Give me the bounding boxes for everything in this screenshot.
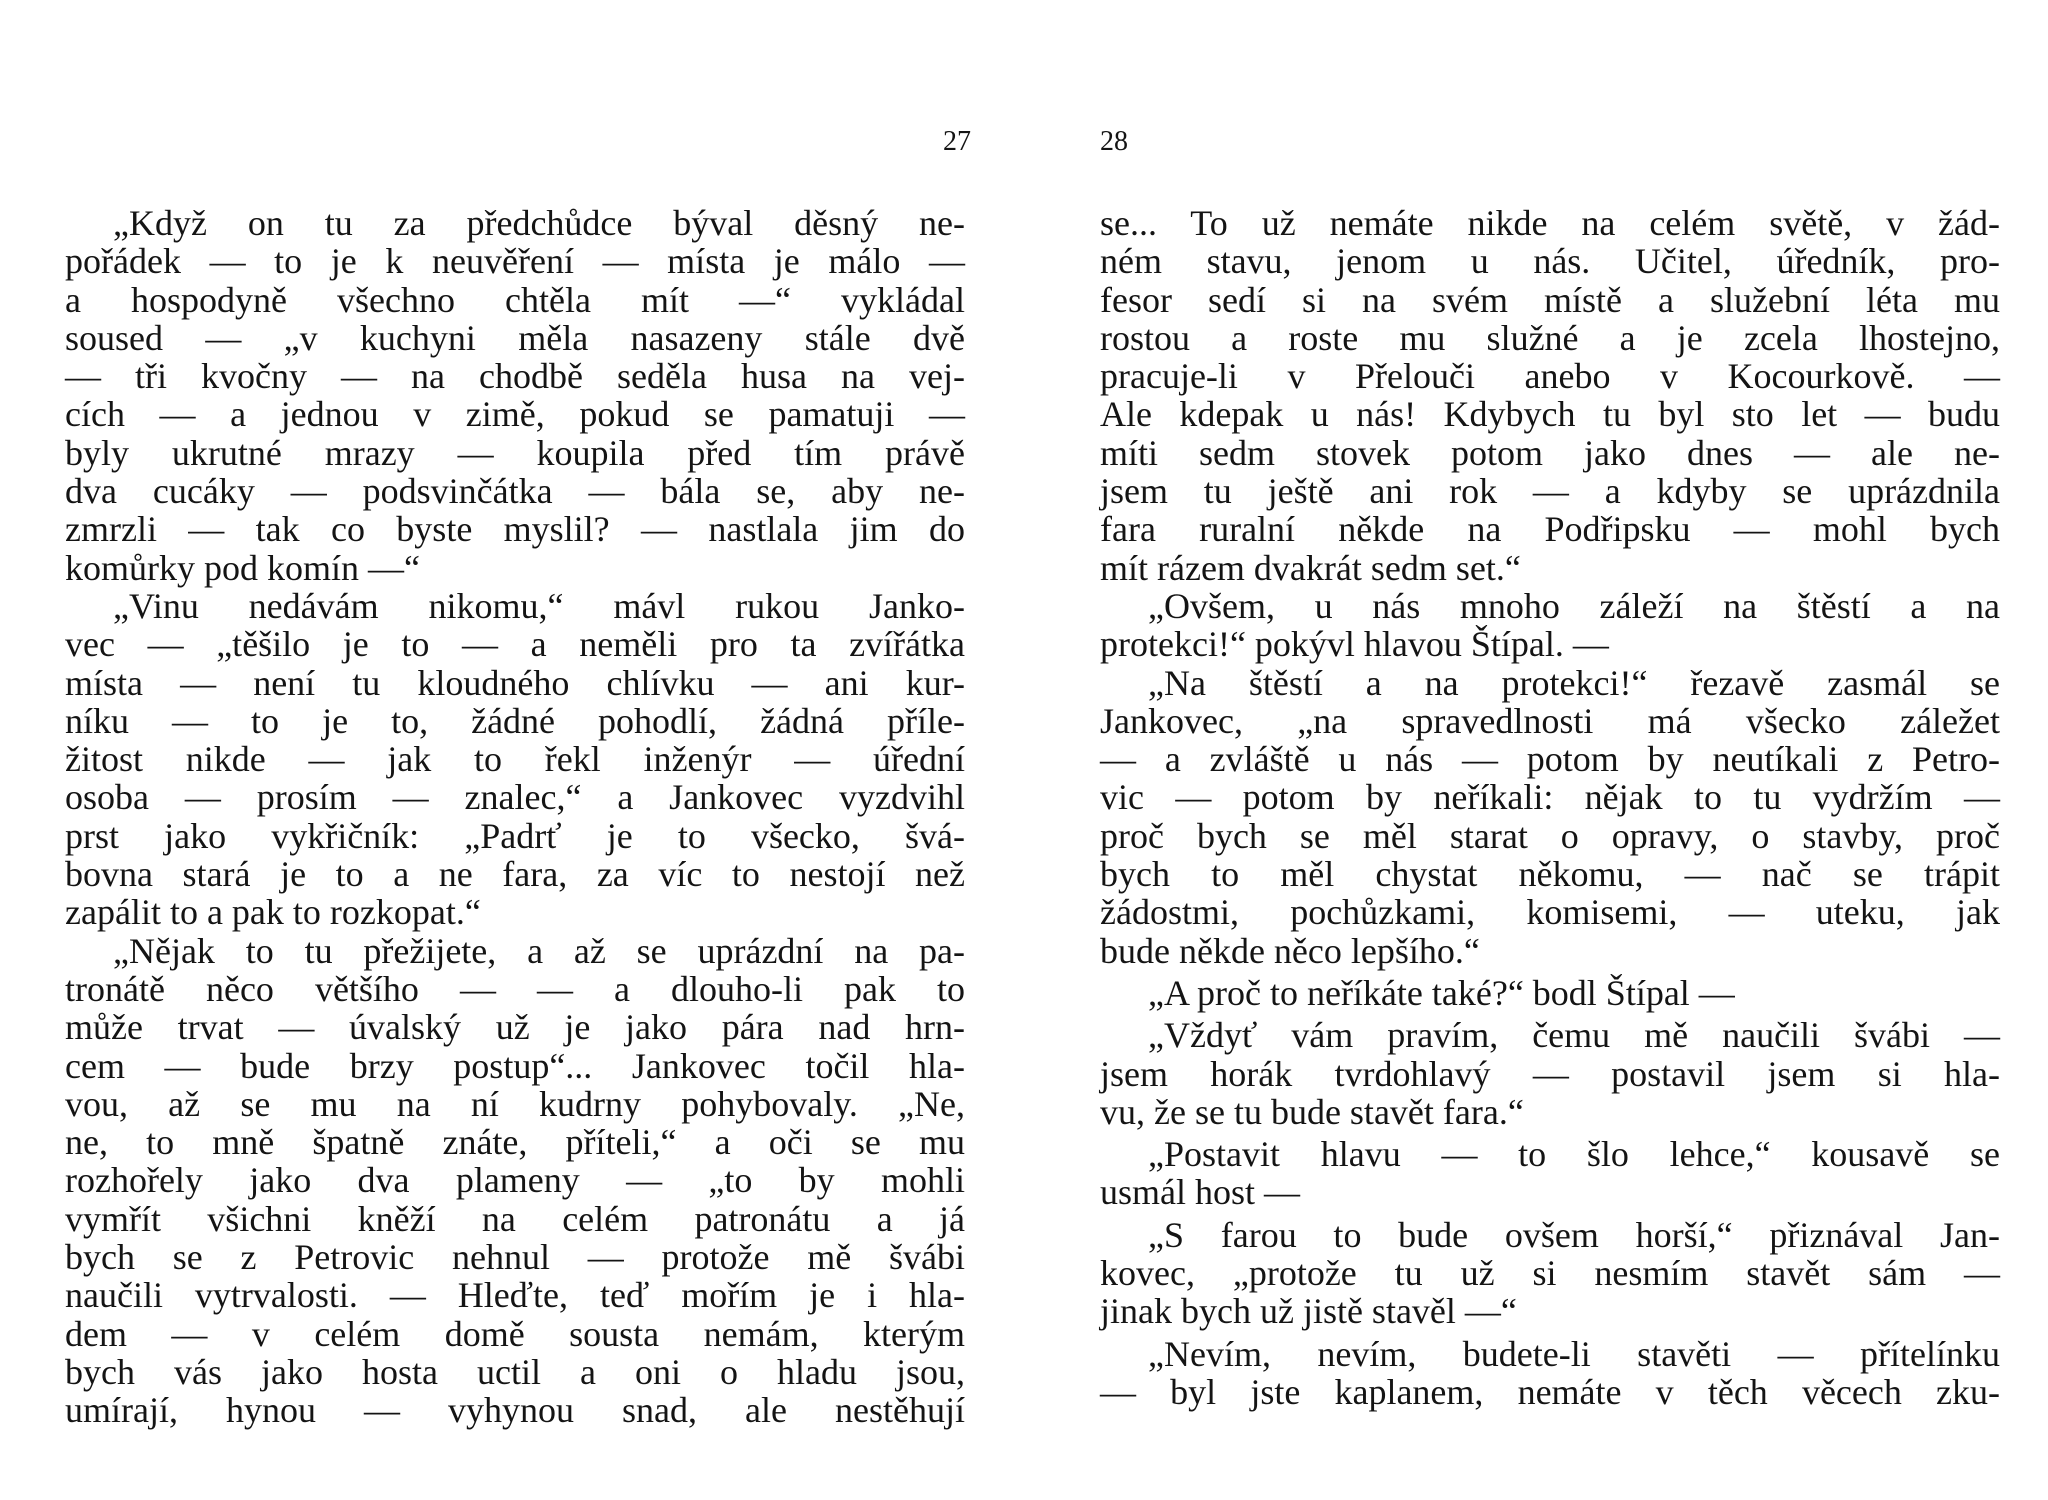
- text-line: ném stavu, jenom u nás. Učitel, úředník, pro-: [1100, 241, 2000, 282]
- text-line: „Nevím, nevím, budete-li stavěti — přítelínku: [1148, 1333, 2000, 1374]
- text-line: naučili vytrvalosti. — Hleďte, teď mořím je i hla-: [65, 1275, 965, 1316]
- text-line: „Nějak to tu přežijete, a až se uprázdní na pa-: [113, 930, 965, 971]
- text-line: a hospodyně všechno chtěla mít —“ vykládal: [65, 279, 965, 320]
- text-line: — byl jste kaplanem, nemáte v těch věcech zku-: [1100, 1371, 2000, 1412]
- text-line: „Vždyť vám pravím, čemu mě naučili švábi —: [1148, 1015, 2000, 1056]
- text-line: dem — v celém domě sousta nemám, kterým: [65, 1313, 965, 1354]
- text-line: bych to měl chystat někomu, — nač se trápit: [1100, 854, 2000, 895]
- text-line: vic — potom by neříkali: nějak to tu vydržím —: [1100, 777, 2000, 818]
- text-line: jsem horák tvrdohlavý — postavil jsem si hla-: [1100, 1053, 2000, 1094]
- text-line: fesor sedí si na svém místě a služební léta mu: [1100, 279, 2000, 320]
- text-line: „A proč to neříkáte také?“ bodl Štípal —: [1148, 972, 1735, 1013]
- text-line: umírají, hynou — vyhynou snad, ale nestěhují: [65, 1390, 965, 1431]
- text-line: jinak bych už jistě stavěl —“: [1100, 1291, 1517, 1332]
- text-line: mít rázem dvakrát sedm set.“: [1100, 547, 1521, 588]
- text-line: může trvat — úvalský už je jako pára nad hrn-: [65, 1007, 965, 1048]
- text-line: soused — „v kuchyni měla nasazeny stále dvě: [65, 317, 965, 358]
- text-line: vu, že se tu bude stavět fara.“: [1100, 1091, 1524, 1132]
- text-line: míti sedm stovek potom jako dnes — ale ne-: [1100, 432, 2000, 473]
- text-line: rozhořely jako dva plameny — „to by mohli: [65, 1160, 965, 1201]
- text-line: žádostmi, pochůzkami, komisemi, — uteku, jak: [1100, 892, 2000, 933]
- text-line: „Vinu nedávám nikomu,“ mávl rukou Janko-: [113, 585, 965, 626]
- text-line: bych se z Petrovic nehnul — protože mě švábi: [65, 1237, 965, 1278]
- text-line: se... To už nemáte nikde na celém světě, v žád-: [1100, 203, 2000, 243]
- page-number: 28: [1100, 126, 1128, 157]
- page-text: [65, 204, 965, 1430]
- text-line: níku — to je to, žádné pohodlí, žádná příle-: [65, 700, 965, 741]
- text-line: jsem tu ještě ani rok — a kdyby se uprázdnila: [1100, 471, 2000, 512]
- text-line: „Ovšem, u nás mnoho záleží na štěstí a na: [1148, 585, 2000, 626]
- text-line: fara ruralní někde na Podřipsku — mohl bych: [1100, 509, 2000, 550]
- text-line: zapálit to a pak to rozkopat.“: [65, 892, 481, 933]
- text-line: kovec, „protože tu už si nesmím stavět sám —: [1100, 1253, 2000, 1294]
- text-line: vec — „těšilo je to — a neměli pro ta zvířátka: [65, 624, 965, 665]
- text-line: ne, to mně špatně znáte, příteli,“ a oči se mu: [65, 1122, 965, 1163]
- text-line: vymřít všichni kněží na celém patronátu a já: [65, 1198, 965, 1239]
- text-line: „Postavit hlavu — to šlo lehce,“ kousavě se: [1148, 1134, 2000, 1175]
- text-line: prst jako vykřičník: „Padrť je to všecko, švá-: [65, 815, 965, 856]
- text-line: Jankovec, „na spravedlnosti má všecko záležet: [1100, 700, 2000, 741]
- text-line: tronátě něco většího — — a dlouho-li pak to: [65, 968, 965, 1009]
- text-line: pracuje-li v Přelouči anebo v Kocourkově. —: [1100, 356, 2000, 397]
- text-line: — a zvláště u nás — potom by neutíkali z Petro-: [1100, 739, 2000, 780]
- text-line: zmrzli — tak co byste myslil? — nastlala jim do: [65, 509, 965, 550]
- text-line: usmál host —: [1100, 1172, 1301, 1213]
- text-line: místa — není tu kloudného chlívku — ani kur-: [65, 662, 965, 703]
- text-line: „Když on tu za předchůdce býval děsný ne-: [113, 203, 965, 243]
- text-line: dva cucáky — podsvinčátka — bála se, aby ne-: [65, 471, 965, 512]
- text-line: proč bych se měl starat o opravy, o stavby, proč: [1100, 815, 2000, 856]
- text-line: „S farou to bude ovšem horší,“ přiznával Jan-: [1148, 1214, 2000, 1255]
- text-line: cích — a jednou v zimě, pokud se pamatuji —: [65, 394, 965, 435]
- text-line: bude někde něco lepšího.“: [1100, 930, 1480, 971]
- text-line: žitost nikde — jak to řekl inženýr — úřední: [65, 739, 965, 780]
- text-line: rostou a roste mu služné a je zcela lhostejno,: [1100, 317, 2000, 358]
- text-line: vou, až se mu na ní kudrny pohybovaly. „Ne,: [65, 1083, 965, 1124]
- text-line: bovna stará je to a ne fara, za víc to nestojí než: [65, 854, 965, 895]
- text-line: Ale kdepak u nás! Kdybych tu byl sto let — budu: [1100, 394, 2000, 435]
- text-line: osoba — prosím — znalec,“ a Jankovec vyzdvihl: [65, 777, 965, 818]
- text-line: protekci!“ pokývl hlavou Štípal. —: [1100, 624, 1609, 665]
- text-line: cem — bude brzy postup“... Jankovec točil hla-: [65, 1045, 965, 1086]
- text-line: byly ukrutné mrazy — koupila před tím právě: [65, 432, 965, 473]
- text-line: komůrky pod komín —“: [65, 547, 420, 588]
- text-line: bych vás jako hosta uctil a oni o hladu jsou,: [65, 1351, 965, 1392]
- text-line: „Na štěstí a na protekci!“ řezavě zasmál se: [1148, 662, 2000, 703]
- text-line: pořádek — to je k neuvěření — místa je málo —: [65, 241, 965, 282]
- text-line: — tři kvočny — na chodbě seděla husa na vej-: [65, 356, 965, 397]
- page-number: 27: [943, 126, 971, 157]
- page-text: [1100, 204, 2000, 1411]
